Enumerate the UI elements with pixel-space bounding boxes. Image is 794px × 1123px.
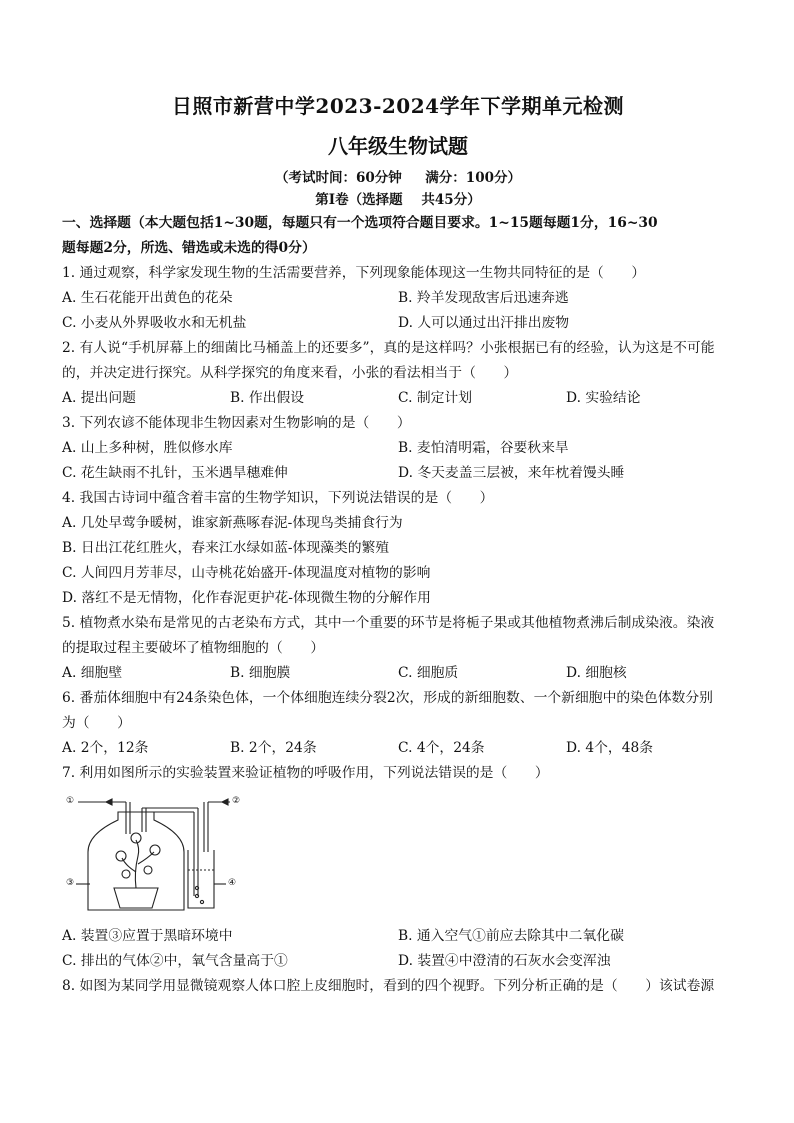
option-b: B. 羚羊发现敌害后迅速奔逃 — [398, 290, 569, 306]
question-stem: 3. 下列农谚不能体现非生物因素对生物影响的是（ ） — [62, 415, 411, 431]
question-stem: 6. 番茄体细胞中有24条染色体，一个体细胞连续分裂2次，形成的新细胞数、一个新细胞中的染色体数分别 — [62, 690, 713, 706]
arrow-icon — [222, 799, 228, 805]
question-4 — [62, 486, 734, 611]
question-stem-cont: 的，并决定进行探究。从科学探究的角度来看，小张的看法相当于（ ） — [62, 365, 518, 381]
option-b: B. 日出江花红胜火，春来江水绿如蓝-体现藻类的繁殖 — [62, 540, 390, 556]
option-d: D. 落红不是无情物，化作春泥更护花-体现微生物的分解作用 — [62, 590, 431, 606]
option-d: D. 4个，48条 — [566, 740, 654, 756]
option-c: C. 细胞质 — [398, 665, 459, 681]
option-c: C. 制定计划 — [398, 390, 473, 406]
arrow-icon — [106, 799, 112, 805]
label-4: ④ — [228, 878, 237, 888]
question-stem-cont: 为（ ） — [62, 715, 131, 731]
option-b: B. 作出假设 — [230, 390, 305, 406]
option-a: A. 山上多种树，胜似修水库 — [62, 440, 233, 456]
option-d: D. 人可以通过出汗排出废物 — [398, 315, 570, 331]
question-stem: 5. 植物煮水染布是常见的古老染布方式，其中一个重要的环节是将栀子果或其他植物煮沸后制成染液。染液 — [62, 615, 715, 631]
question-stem: 1. 通过观察，科学家发现生物的生活需要营养，下列现象能体现这一生物共同特征的是（ ） — [62, 265, 646, 281]
question-5 — [62, 611, 734, 686]
question-1 — [62, 261, 734, 336]
question-7 — [62, 761, 734, 974]
question-stem-cont: 的提取过程主要破坏了植物细胞的（ ） — [62, 640, 325, 656]
apparatus-diagram — [66, 792, 246, 920]
volume-heading: 第Ⅰ卷（选择题 共45分） — [315, 192, 481, 208]
question-stem: 8. 如图为某同学用显微镜观察人体口腔上皮细胞时，看到的四个视野。下列分析正确的是（ ）该试卷源 — [62, 978, 715, 994]
option-c: C. 4个，24条 — [398, 740, 485, 756]
question-2 — [62, 336, 734, 411]
option-a: A. 生石花能开出黄色的花朵 — [62, 290, 233, 306]
exam-title: 日照市新营中学2023-2024学年下学期单元检测 — [171, 94, 625, 118]
question-6 — [62, 686, 734, 761]
option-d: D. 实验结论 — [566, 390, 641, 406]
exam-info: （考试时间：60分钟 满分：100分） — [275, 170, 521, 186]
beaker — [188, 850, 214, 908]
question-stem: 4. 我国古诗词中蕴含着丰富的生物学知识，下列说法错误的是（ ） — [62, 490, 494, 506]
option-c: C. 排出的气体②中，氧气含量高于① — [62, 953, 288, 969]
option-b: B. 通入空气①前应去除其中二氧化碳 — [398, 928, 624, 944]
question-8 — [62, 974, 734, 999]
exam-subtitle: 八年级生物试题 — [328, 134, 468, 158]
option-c: C. 小麦从外界吸收水和无机盐 — [62, 315, 247, 331]
plant-pot — [114, 888, 158, 908]
question-3 — [62, 411, 734, 486]
option-a: A. 几处早莺争暖树，谁家新燕啄春泥-体现鸟类捕食行为 — [62, 515, 403, 531]
label-3: ③ — [66, 878, 75, 888]
question-stem: 2. 有人说“手机屏幕上的细菌比马桶盖上的还要多”，真的是这样吗？小张根据已有的经验，认为这是不可能 — [62, 340, 715, 356]
option-a: A. 细胞壁 — [62, 665, 123, 681]
label-2: ② — [232, 796, 241, 806]
section-heading: 一、选择题（本大题包括1~30题，每题只有一个选项符合题目要求。1~15题每题1分，16~30 题每题2分，所选、错选或未选的得0分） — [62, 215, 658, 256]
option-b: B. 麦怕清明霜，谷要秋来旱 — [398, 440, 569, 456]
option-d: D. 细胞核 — [566, 665, 627, 681]
respiration-apparatus-figure — [66, 792, 246, 920]
question-stem: 7. 利用如图所示的实验装置来验证植物的呼吸作用，下列说法错误的是（ ） — [62, 765, 549, 781]
option-c: C. 人间四月芳菲尽，山寺桃花始盛开-体现温度对植物的影响 — [62, 565, 431, 581]
option-a: A. 2个，12条 — [62, 740, 149, 756]
option-a: A. 提出问题 — [62, 390, 136, 406]
option-b: B. 细胞膜 — [230, 665, 291, 681]
option-b: B. 2个，24条 — [230, 740, 317, 756]
label-1: ① — [66, 796, 75, 806]
option-a: A. 装置③应置于黑暗环境中 — [62, 928, 233, 944]
option-d: D. 装置④中澄清的石灰水会变浑浊 — [398, 953, 611, 969]
exam-page — [62, 92, 734, 999]
bell-jar — [88, 812, 184, 910]
option-c: C. 花生缺雨不扎针，玉米遇旱穗难伸 — [62, 465, 288, 481]
option-d: D. 冬天麦盖三层被，来年枕着馒头睡 — [398, 465, 625, 481]
